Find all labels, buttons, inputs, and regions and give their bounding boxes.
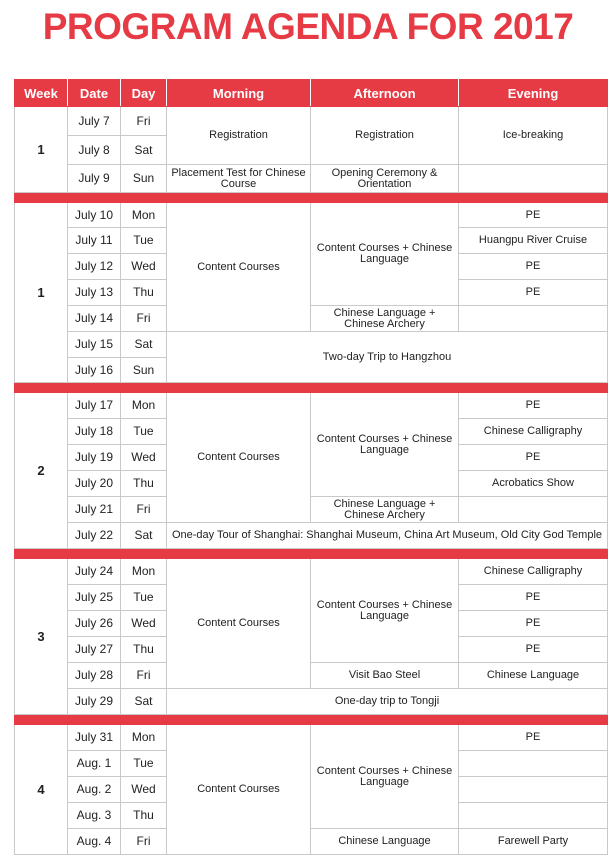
date-cell: July 22 [68,523,121,549]
page-title: PROGRAM AGENDA FOR 2017 [42,6,574,47]
evening-cell: PE [459,254,608,280]
evening-cell: PE [459,203,608,228]
day-cell: Mon [121,559,167,585]
date-cell: July 16 [68,358,121,383]
date-cell: July 9 [68,165,121,193]
day-cell: Fri [121,497,167,523]
date-cell: July 17 [68,393,121,419]
day-cell: Fri [121,663,167,689]
date-cell: July 28 [68,663,121,689]
afternoon-cell: Chinese Language [311,829,459,855]
date-cell: July 11 [68,228,121,254]
evening-cell: PE [459,611,608,637]
morning-cell: Content Courses [167,203,311,332]
evening-cell [459,751,608,777]
date-cell: July 19 [68,445,121,471]
table-row [15,725,608,751]
day-cell: Wed [121,254,167,280]
date-cell: Aug. 1 [68,751,121,777]
evening-cell [459,306,608,332]
evening-cell: Acrobatics Show [459,471,608,497]
separator-bar [15,193,608,203]
evening-cell: Chinese Calligraphy [459,559,608,585]
afternoon-cell: Opening Ceremony & Orientation [311,165,459,193]
afternoon-cell: Content Courses + Chinese Language [311,393,459,497]
evening-cell: Farewell Party [459,829,608,855]
day-cell: Wed [121,611,167,637]
evening-cell: PE [459,725,608,751]
week-cell: 1 [15,203,68,383]
evening-cell: Chinese Language [459,663,608,689]
date-cell: July 10 [68,203,121,228]
evening-cell: PE [459,585,608,611]
date-cell: July 29 [68,689,121,715]
evening-cell [459,777,608,803]
table-row [15,306,608,332]
week-cell: 3 [15,559,68,715]
day-cell: Sat [121,689,167,715]
date-cell: July 15 [68,332,121,358]
evening-cell: PE [459,445,608,471]
saturday-trip-cell: One-day trip to Tongji [167,689,608,715]
day-cell: Wed [121,445,167,471]
day-cell: Tue [121,585,167,611]
afternoon-cell: Content Courses + Chinese Language [311,725,459,829]
table-row [15,523,608,549]
day-cell: Fri [121,306,167,332]
table-row [15,689,608,715]
week-cell: 1 [15,107,68,193]
date-cell: July 24 [68,559,121,585]
date-cell: Aug. 4 [68,829,121,855]
table-row [15,203,608,228]
date-cell: July 31 [68,725,121,751]
day-cell: Mon [121,393,167,419]
day-cell: Fri [121,107,167,136]
morning-cell: Content Courses [167,393,311,523]
date-cell: Aug. 2 [68,777,121,803]
evening-cell: Chinese Calligraphy [459,419,608,445]
day-cell: Mon [121,203,167,228]
date-cell: Aug. 3 [68,803,121,829]
evening-cell: PE [459,637,608,663]
table-row [15,663,608,689]
header-date: Date [68,80,121,107]
table-row [15,332,608,358]
date-cell: July 18 [68,419,121,445]
table-row [15,829,608,855]
header-afternoon: Afternoon [311,80,459,107]
day-cell: Tue [121,228,167,254]
date-cell: July 20 [68,471,121,497]
day-cell: Thu [121,637,167,663]
evening-cell [459,803,608,829]
date-cell: July 26 [68,611,121,637]
date-cell: July 14 [68,306,121,332]
date-cell: July 12 [68,254,121,280]
day-cell: Sat [121,523,167,549]
week-cell: 4 [15,725,68,855]
weekend-trip-cell: Two-day Trip to Hangzhou [167,332,608,383]
date-cell: July 8 [68,136,121,165]
separator-bar [15,549,608,559]
day-cell: Tue [121,419,167,445]
date-cell: July 25 [68,585,121,611]
day-cell: Mon [121,725,167,751]
day-cell: Sat [121,332,167,358]
afternoon-cell: Content Courses + Chinese Language [311,203,459,306]
date-cell: July 21 [68,497,121,523]
header-evening: Evening [459,80,608,107]
header-morning: Morning [167,80,311,107]
table-row [15,107,608,136]
morning-cell: Placement Test for Chinese Course [167,165,311,193]
afternoon-cell: Chinese Language + Chinese Archery [311,306,459,332]
evening-cell: PE [459,393,608,419]
date-cell: July 13 [68,280,121,306]
day-cell: Sun [121,358,167,383]
evening-cell: Huangpu River Cruise [459,228,608,254]
afternoon-cell: Content Courses + Chinese Language [311,559,459,663]
header-week: Week [15,80,68,107]
header-day: Day [121,80,167,107]
agenda-table [14,79,608,855]
date-cell: July 7 [68,107,121,136]
evening-cell [459,497,608,523]
afternoon-cell: Registration [311,107,459,165]
day-cell: Thu [121,803,167,829]
week-cell: 2 [15,393,68,549]
table-row [15,497,608,523]
table-row [15,165,608,193]
day-cell: Tue [121,751,167,777]
evening-cell [459,165,608,193]
morning-cell: Content Courses [167,559,311,689]
evening-cell: PE [459,280,608,306]
saturday-tour-cell: One-day Tour of Shanghai: Shanghai Museum, China Art Museum, Old City God Temple [167,523,608,549]
evening-cell: Ice-breaking [459,107,608,165]
afternoon-cell: Visit Bao Steel [311,663,459,689]
morning-cell: Registration [167,107,311,165]
table-row [15,393,608,419]
afternoon-cell: Chinese Language + Chinese Archery [311,497,459,523]
date-cell: July 27 [68,637,121,663]
separator-bar [15,715,608,725]
day-cell: Thu [121,471,167,497]
separator-bar [15,383,608,393]
day-cell: Thu [121,280,167,306]
day-cell: Wed [121,777,167,803]
morning-cell: Content Courses [167,725,311,855]
day-cell: Sun [121,165,167,193]
day-cell: Fri [121,829,167,855]
header-row [15,80,608,107]
table-row [15,559,608,585]
day-cell: Sat [121,136,167,165]
